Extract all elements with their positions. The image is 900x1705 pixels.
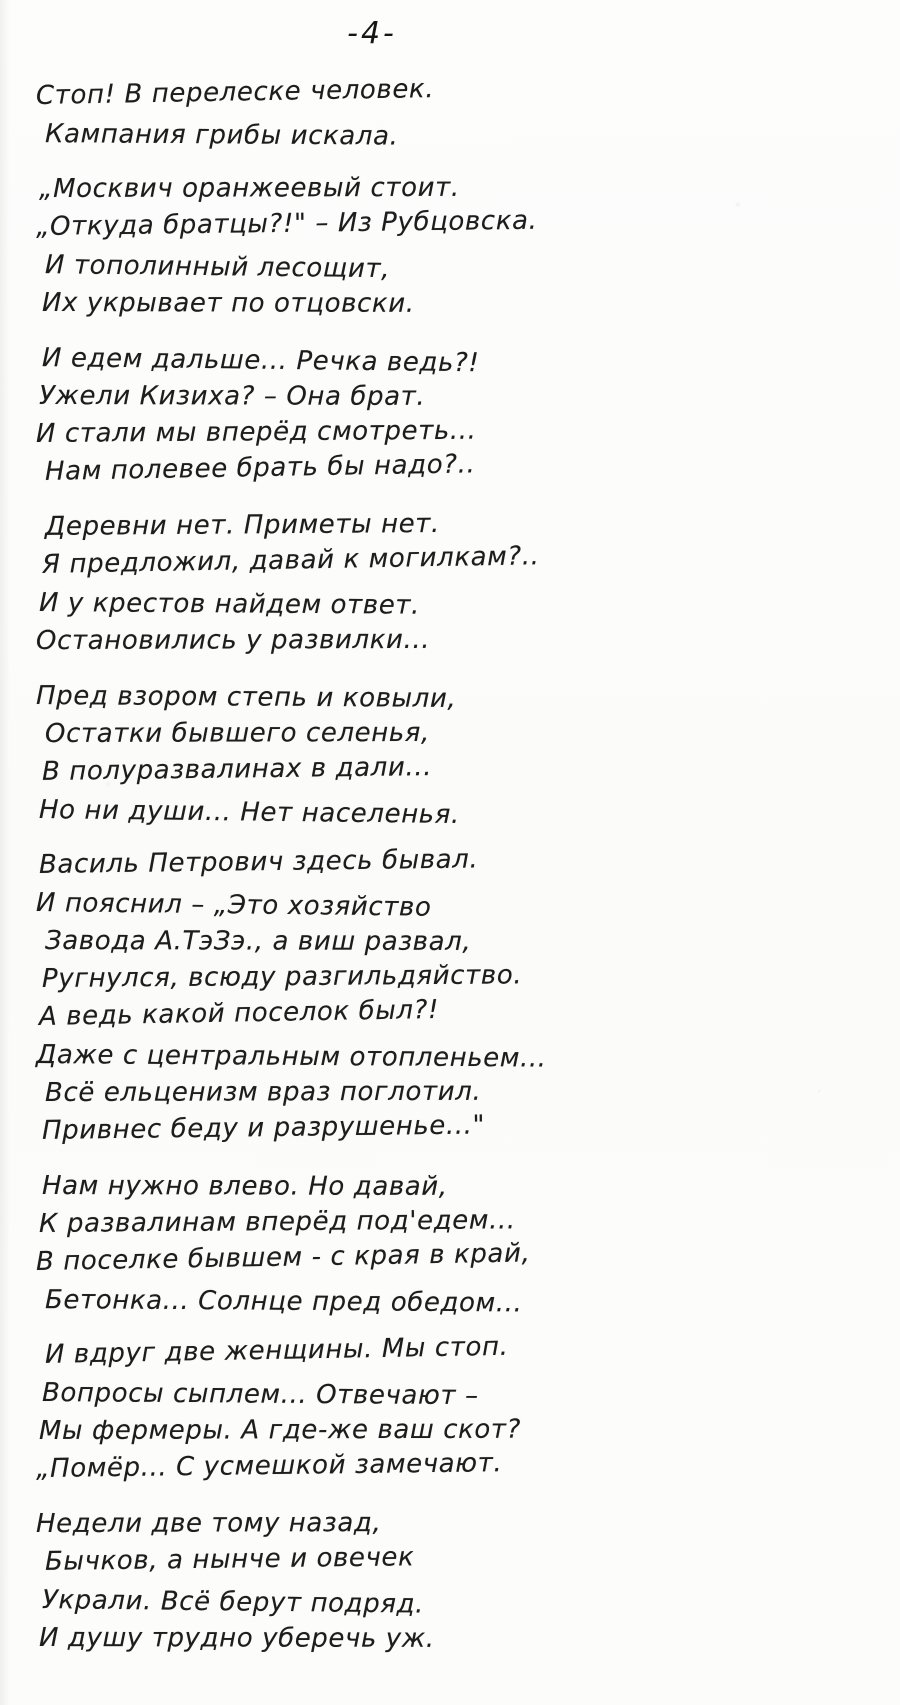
stanza (36, 1167, 880, 1319)
poem-line: Но ни души... Нет населенья. (38, 795, 460, 831)
poem-line: Пред взором степь и ковыли, (35, 681, 457, 714)
poem-line: И у крестов найдем ответ. (38, 588, 421, 621)
poem-line: Вопросы сыплем... Отвечают – (41, 1378, 479, 1412)
poem-line: Стоп! В перелеске человек. (35, 74, 435, 111)
stanza (35, 74, 880, 153)
poem-line: И тополинный лесощит, (44, 250, 391, 285)
stanza (36, 508, 880, 660)
stanza (36, 1505, 880, 1657)
poem-line: К развалинам вперёд под'едем... (38, 1205, 516, 1239)
poem-line: Завода А.ТэЗэ., а виш развал, (44, 926, 472, 957)
poem-line: „Москвич оранжеевый стоит. (38, 172, 460, 204)
poem-line: Деревни нет. Приметы нет. (44, 508, 440, 542)
poem-line: Всё ельценизм враз поглотил. (44, 1076, 482, 1108)
poem-line: Ужели Кизиха? – Она брат. (38, 381, 426, 412)
stanza (36, 170, 880, 322)
poem-line: Нам полевее брать бы надо?.. (44, 449, 476, 487)
poem-line: Мы фермеры. А где-же ваш скот? (38, 1414, 522, 1446)
poem-line: Украли. Всё берут подряд. (41, 1585, 425, 1620)
poem-line: И душу трудно уберечь уж. (38, 1623, 435, 1654)
poem-line: „Откуда братцы?!" – Из Рубцовска. (35, 205, 538, 242)
poem-line: Привнес беду и разрушенье..." (41, 1110, 486, 1146)
stanza (36, 846, 880, 1150)
poem-line: Ругнулся, всюду разгильдяйство. (41, 960, 523, 994)
poem-line: „Помёр... С усмешкой замечают. (35, 1448, 503, 1484)
poem-line: Я предложил, давай к могилкам?.. (41, 541, 540, 580)
stanza (36, 677, 880, 829)
poem-line: И едем дальше... Речка ведь?! (41, 343, 480, 379)
poem-line: Остановились у развилки... (35, 624, 431, 656)
poem-line: Даже с центральным отопленьем... (35, 1040, 547, 1074)
stanza (36, 339, 880, 491)
poem-line: И стали мы вперёд смотреть... (35, 415, 477, 449)
poem-line: Остатки бывшего селенья, (44, 717, 430, 749)
stanza (35, 1331, 880, 1488)
poem-line: Их укрывает по отцовски. (41, 288, 415, 319)
poem-line: В поселке бывшем - с края в край, (35, 1238, 531, 1277)
poem-line: Нам нужно влево. Но давай, (41, 1171, 448, 1202)
poem-line: И пояснил – „Это хозяйство (35, 888, 432, 923)
poem-line: Бетонка... Солнце пред обедом... (44, 1285, 523, 1319)
poem-line: Кампания грибы искала. (44, 119, 399, 152)
poem-line: В полуразвалинах в дали... (41, 752, 433, 787)
poem-line: А ведь какой поселок был?! (38, 994, 440, 1032)
poem-line: Бычков, а нынче и овечек (44, 1542, 415, 1577)
page-number: -4- (347, 16, 397, 51)
poem-line: И вдруг две женщины. Мы стоп. (44, 1331, 509, 1370)
poem-line: Недели две тому назад, (35, 1508, 382, 1539)
poem-line: Василь Петрович здесь бывал. (38, 844, 479, 880)
poem-text (0, 51, 900, 1657)
